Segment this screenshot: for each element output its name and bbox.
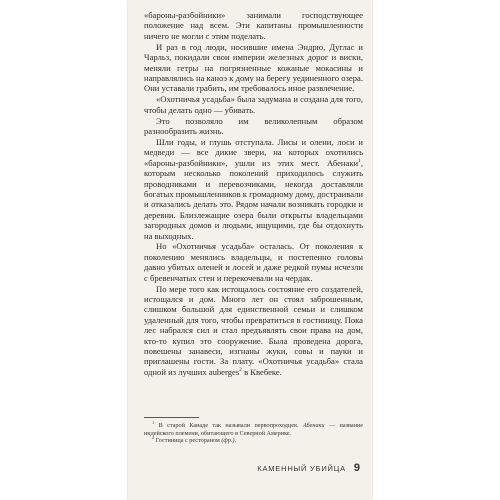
paragraph-7-end: в Квебеке.	[241, 366, 282, 377]
paragraph-5	[144, 137, 363, 241]
paragraph-5-end: , которым несколько поколений приходилось служить проводниками и перевозчиками, некогда доставляли богатых промышленников к громадному дому, достраивали и отказались делать это. Рядом начали возникать городки и деревни. Близлежащие озера были открыты владельцами загородных домов и людьми, ищущими, где бы отдохнуть на выходных.	[144, 157, 363, 241]
footnote-marker-1: 1	[358, 157, 361, 164]
paragraph-4: Это позволяло им великолепным образом разнообразить жизнь.	[144, 115, 363, 136]
page-number: 9	[353, 462, 360, 474]
paragraph-7	[144, 284, 363, 378]
paragraph-5-start: Шли годы, и глушь отступала. Лисы и олени, лоси и медведи — все дикие звери, на которых охотились «бароны-разбойники», ушли из этих мест. Абенаки	[144, 136, 363, 168]
book-title: КАМЕННЫЙ УБИЙЦА	[257, 464, 346, 473]
footnotes	[144, 419, 363, 445]
paragraph-2: И раз в год люди, носившие имена Эндрю, Дуглас и Чарльз, покидали свои империи железных дорог и виски, меняли гетры на погрязненные кожаные мокасины и направлялись на каноэ к дому на берегу уединенного озера. Они уставали грабить, им требовалось иное развлечение.	[144, 41, 363, 94]
footnote-2-number: 2	[152, 435, 155, 441]
footnote-2-text-b: .	[234, 437, 237, 445]
footnote-1-text-b: — название индейского племени, обитающего в Северной Америке.	[144, 422, 363, 437]
footnote-marker-2: 2	[239, 366, 242, 373]
paragraph-1: «бароны-разбойники» занимали господствующее положение над всем. Эти капитаны промышленности ничего не могли с этим поделать.	[144, 10, 363, 41]
paragraph-7-start: По мере того как истощалось состояние его создателей, истощался и дом. Много лет он стоял заброшенным, слишком большой для единственной семьи и слишком удаленный для того, чтобы превратиться в гостиницу. Пока лес набрался сил и стал предъявлять свои права на дом, кто-то купил это сооружение. Была проведена дорога, повешены занавеси, изгнаны жуки, совы и пауки и приглашены гости. За плату. «Охотничья усадьба» стала одной из лучших auberges	[144, 283, 363, 377]
footnote-1-text-a: В старой Канаде так называли первопроходцев.	[158, 422, 299, 429]
footnote-2-italic: (фр.)	[221, 437, 235, 445]
footnote-1	[144, 419, 363, 437]
footnote-divider	[144, 417, 199, 418]
footnote-1-italic: Абенаки	[302, 422, 325, 429]
paragraph-3: «Охотничья усадьба» была задумана и создана для того, чтобы делать одно — убивать.	[144, 94, 363, 115]
paragraph-6: Но «Охотничья усадьба» осталась. От поколения к поколению менялись владельцы, и постепенно головы давно убитых оленей и лосей и даже редкой пумы исчезли с бревенчатых стен и перекочевали на чердак.	[144, 241, 363, 283]
footnote-2	[144, 437, 363, 445]
footnote-2-text-a: Гостиница с рестораном	[155, 437, 220, 445]
footnote-1-number: 1	[152, 419, 155, 425]
running-footer	[257, 462, 360, 474]
body-text	[144, 10, 363, 377]
book-page	[128, 0, 372, 500]
